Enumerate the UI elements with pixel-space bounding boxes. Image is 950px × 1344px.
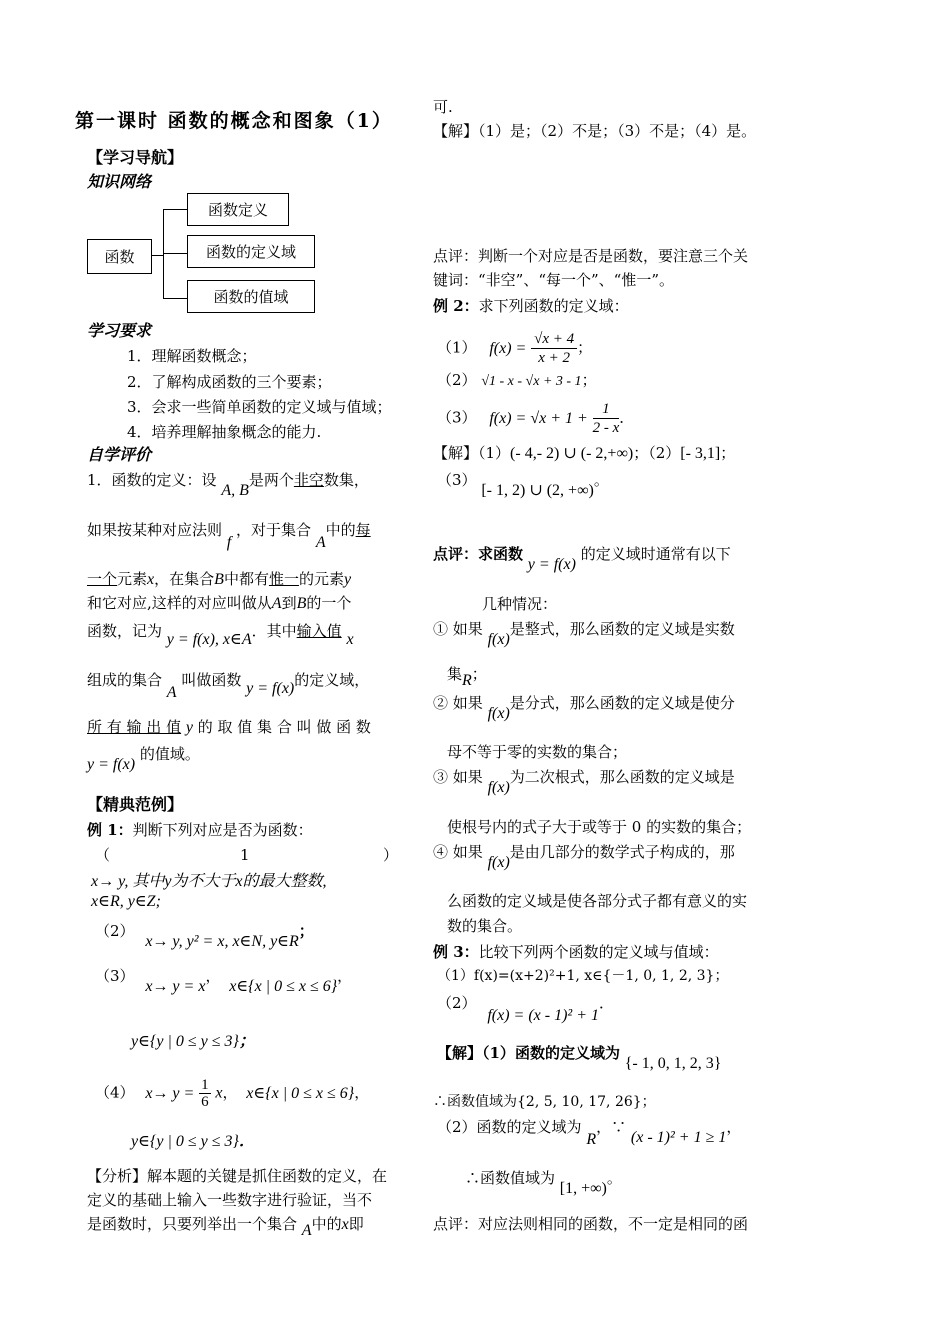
section-heading-self-study: 自学评价: [87, 445, 152, 464]
example-3-heading: 例 3：比较下列两个函数的定义域与值域：: [433, 943, 719, 961]
case-3: ③ 如果 f(x)为二次根式，那么函数的定义域是: [433, 768, 735, 796]
diagram-node-definition: 函数定义: [187, 193, 289, 226]
example-3-part-1: （1）f(x)=(x+2)²+1, x∈{－1, 0, 1, 2, 3}；: [437, 968, 729, 984]
requirement-item: 2．了解构成函数的三个要素；: [127, 373, 332, 391]
section-heading-requirements: 学习要求: [87, 321, 152, 340]
example-1-part-4: （4） x→ y = $\frac{1}{6}$ x， x∈{x | 0 ≤ x ≤ 6}，: [95, 1077, 370, 1110]
example-1-part-1-open: （: [95, 846, 111, 864]
example-1-part-3-range: y∈{y | 0 ≤ y ≤ 3}；: [131, 1033, 255, 1050]
section-heading-nav: 【学习导航】: [87, 148, 184, 167]
section-heading-examples: 【精典范例】: [87, 795, 184, 814]
diagram-connector: [151, 255, 163, 256]
example-2-part-2: （2） √1 - x - √x + 3 - 1；: [437, 371, 597, 389]
solution-2-line: （3） [- 1, 2) ∪ (2, +∞)。: [437, 471, 609, 499]
diagram-node-domain: 函数的定义域: [187, 235, 315, 268]
solution-1: 【解】（1）是；（2）不是；（3）不是；（4）是。: [433, 122, 757, 140]
diagram-connector: [163, 209, 188, 210]
case-2-cont: 母不等于零的实数的集合；: [447, 743, 628, 761]
solution-3-line: 【解】（1）函数的定义域为 {- 1, 0, 1, 2, 3}: [437, 1044, 722, 1072]
solution-3-line: ∴函数值域为 [1, +∞)。: [465, 1169, 622, 1197]
diagram-node-range: 函数的值域: [187, 280, 315, 313]
comment-2-line: 几种情况：: [482, 595, 558, 613]
example-1-heading: 例 1：判断下列对应是否为函数：: [87, 821, 313, 839]
case-3-cont: 使根号内的式子大于或等于 0 的实数的集合；: [447, 818, 752, 836]
diagram-connector: [163, 209, 164, 299]
case-1-cont: 集R；: [447, 665, 487, 689]
definition-line: 1．函数的定义：设 A, B是两个非空数集，: [87, 471, 369, 499]
definition-line: 组成的集合 A 叫做函数 y = f(x)的定义域，: [87, 671, 370, 701]
section-heading-network: 知识网络: [87, 172, 152, 191]
analysis-line: 是函数时，只要列举出一个集合 A中的x即: [87, 1215, 364, 1239]
example-1-part-4-range: y∈{y | 0 ≤ y ≤ 3}．: [131, 1133, 255, 1150]
example-1-part-1-number: 1: [240, 846, 250, 864]
case-4-cont: 数的集合。: [447, 917, 523, 935]
requirement-item: 4．培养理解抽象概念的能力.: [127, 423, 322, 441]
case-4-cont: 么函数的定义域是使各部分式子都有意义的实: [447, 892, 748, 910]
diagram-connector: [163, 253, 188, 254]
comment-3: 点评：对应法则相同的函数，不一定是相同的函: [433, 1215, 749, 1233]
definition-line: 函数，记为 y = f(x), x∈A．其中输入值 x: [87, 622, 354, 648]
definition-line: 所 有 输 出 值 y 的 取 值 集 合 叫 做 函 数: [87, 718, 371, 736]
example-1-part-3: （3） x→ y = x， x∈{x | 0 ≤ x ≤ 6}，: [95, 967, 353, 995]
analysis-line: 【分析】解本题的关键是抓住函数的定义，在: [87, 1167, 388, 1185]
example-1-part-1-close: ）: [383, 846, 399, 864]
example-1-part-1-line: x∈R, y∈Z;: [91, 893, 161, 910]
page-title: 第一课时 函数的概念和图象（1）: [75, 110, 393, 132]
case-4: ④ 如果 f(x)是由几部分的数学式子构成的，那: [433, 843, 735, 871]
example-2-heading: 例 2：求下列函数的定义域：: [433, 297, 629, 315]
example-3-part-2: （2） f(x) = (x - 1)² + 1．: [437, 994, 615, 1024]
requirement-item: 3．会求一些简单函数的定义域与值域；: [127, 398, 392, 416]
analysis-line: 定义的基础上输入一些数字进行验证，当不: [87, 1191, 373, 1209]
requirement-item: 1．理解函数概念；: [127, 347, 257, 365]
definition-line: 一个元素x，在集合B中都有惟一的元素y: [87, 570, 352, 588]
example-2-part-3: （3） f(x) = √x + 1 + $\frac{1}{2 - x}$ ．: [437, 401, 635, 436]
solution-2-line: 【解】（1）(- 4,- 2) ∪ (- 2,+∞)；（2）[- 3,1]；: [433, 444, 736, 462]
diagram-connector: [163, 298, 188, 299]
comment-1-line: 点评：判断一个对应是否是函数，要注意三个关: [433, 247, 749, 265]
example-1-part-2: （2） x→ y, y² = x, x∈N, y∈R；: [95, 922, 314, 950]
comment-1-line: 键词：“非空”、“每一个”、“惟一”。: [433, 271, 675, 289]
case-2: ② 如果 f(x)是分式，那么函数的定义域是使分: [433, 694, 735, 722]
definition-line: 如果按某种对应法则 f ，对于集合 A中的每: [87, 521, 371, 551]
example-1-part-1-line: x→ y, 其中y为不大于x的最大整数,: [91, 873, 327, 890]
solution-3-line: ∴函数值域为{2, 5, 10, 17, 26}；: [433, 1094, 656, 1110]
case-1: ① 如果 f(x)是整式，那么函数的定义域是实数: [433, 620, 735, 648]
example-2-part-1: （1） f(x) = $\frac{√x + 4}{x + 2}$ ；: [437, 331, 593, 366]
continued-text: 可.: [433, 98, 453, 116]
definition-line: 和它对应,这样的对应叫做从A到B的一个: [87, 594, 352, 612]
definition-line: y = f(x) 的值域。: [87, 745, 200, 773]
comment-2-line: 点评：求函数 y = f(x) 的定义域时通常有以下: [433, 545, 731, 573]
solution-3-line: （2）函数的定义域为 R，∵ (x - 1)² + 1 ≥ 1，: [437, 1118, 742, 1148]
diagram-root-node: 函数: [87, 239, 152, 274]
